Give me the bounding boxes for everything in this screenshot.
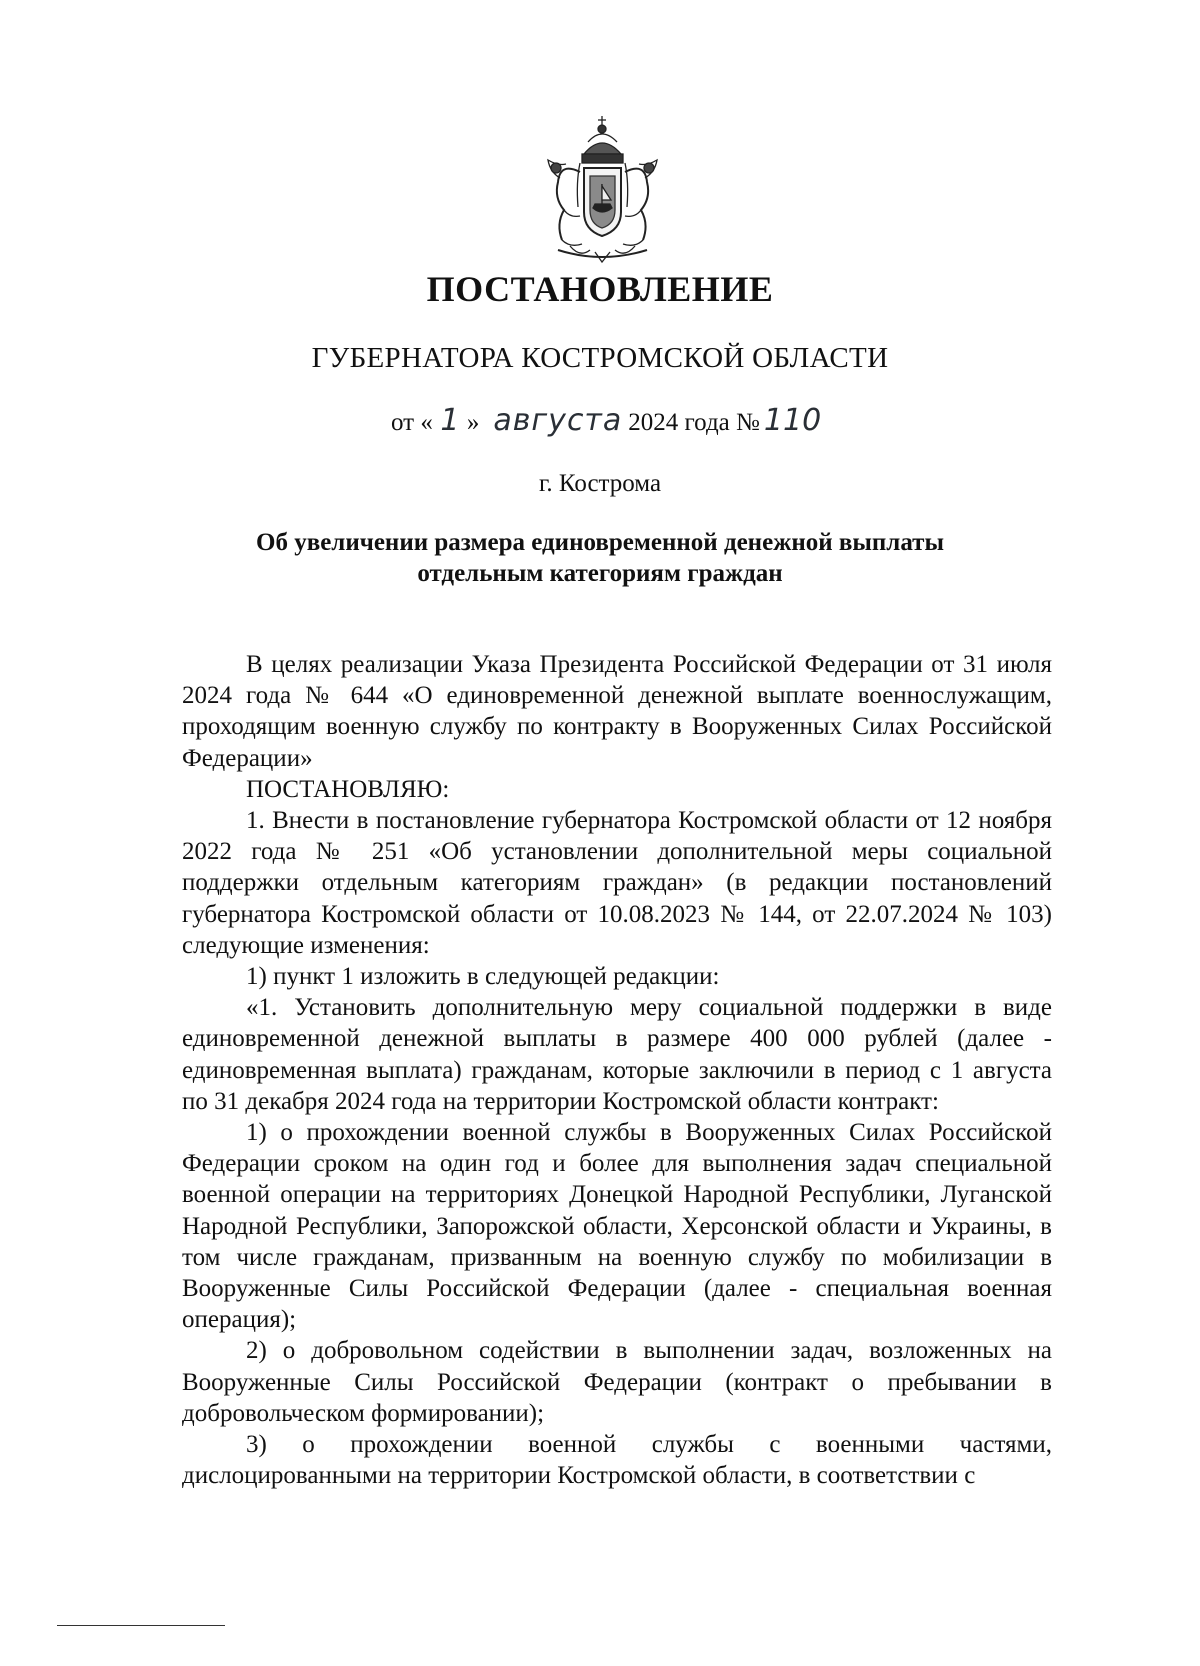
handwritten-month: августа (493, 403, 623, 438)
document-heading (0, 527, 1200, 589)
body-paragraph: В целях реализации Указа Президента Российской Федерации от 31 июля 2024 года № 644 «О единовременной денежной выплате военнослужащим, проходящим военную службу по контракту в Вооруженных Силах Российской Федерации» (182, 651, 1052, 772)
date-year-part: 2024 года № (628, 409, 760, 436)
kostroma-coat-of-arms-icon (540, 112, 665, 264)
heading-line-1: Об увеличении размера единовременной денежной выплаты (256, 529, 944, 556)
document-subtitle: ГУБЕРНАТОРА КОСТРОМСКОЙ ОБЛАСТИ (311, 342, 889, 374)
handwritten-day: 1 (440, 403, 460, 438)
footer-divider (57, 1625, 225, 1626)
date-prefix: от « (391, 409, 433, 436)
body-paragraph: 1) о прохождении военной службы в Вооруженных Силах Российской Федерации сроком на один год и более для выполнения задач специальной военной операции на территориях Донецкой Народной Республики, Луганской Народной Республики, Запорожской области, Херсонской области и Украины, в том числе гражданам, призванным на военную службу по мобилизации в Вооруженные Силы Российской Федерации (далее - специальная военная операция); (182, 1119, 1052, 1334)
body-paragraph: 1) пункт 1 изложить в следующей редакции: (246, 963, 720, 991)
body-paragraph: 1. Внести в постановление губернатора Костромской области от 12 ноября 2022 года № 251 «Об установлении дополнительной меры социальной поддержки отдельным категориям граждан» (в редакции постановлений губернатора Костромской области от 10.08.2023 № 144, от 22.07.2024 № 103) следующие изменения: (182, 807, 1052, 959)
date-mid: » (466, 409, 480, 436)
handwritten-number: 110 (763, 403, 822, 438)
document-title: ПОСТАНОВЛЕНИЕ (426, 269, 774, 309)
document-body (182, 649, 1052, 1491)
date-and-number-line (391, 403, 821, 438)
city-line: г. Кострома (538, 470, 662, 497)
body-paragraph: 2) о добровольном содействии в выполнении задач, возложенных на Вооруженные Силы Российской Федерации (контракт о пребывании в добровольческом формировании); (182, 1337, 1052, 1427)
body-paragraph: «1. Установить дополнительную меру социальной поддержки в виде единовременной денежной выплаты в размере 400 000 рублей (далее - единовременная выплата) гражданам, которые заключили в период с 1 августа по 31 декабря 2024 года на территории Костромской области контракт: (182, 994, 1052, 1115)
heading-line-2: отдельным категориям граждан (417, 560, 783, 587)
body-paragraph: ПОСТАНОВЛЯЮ: (246, 775, 450, 803)
body-paragraph: 3) о прохождении военной службы с военными частями, дислоцированными на территории Костромской области, в соответствии с (182, 1431, 1052, 1490)
